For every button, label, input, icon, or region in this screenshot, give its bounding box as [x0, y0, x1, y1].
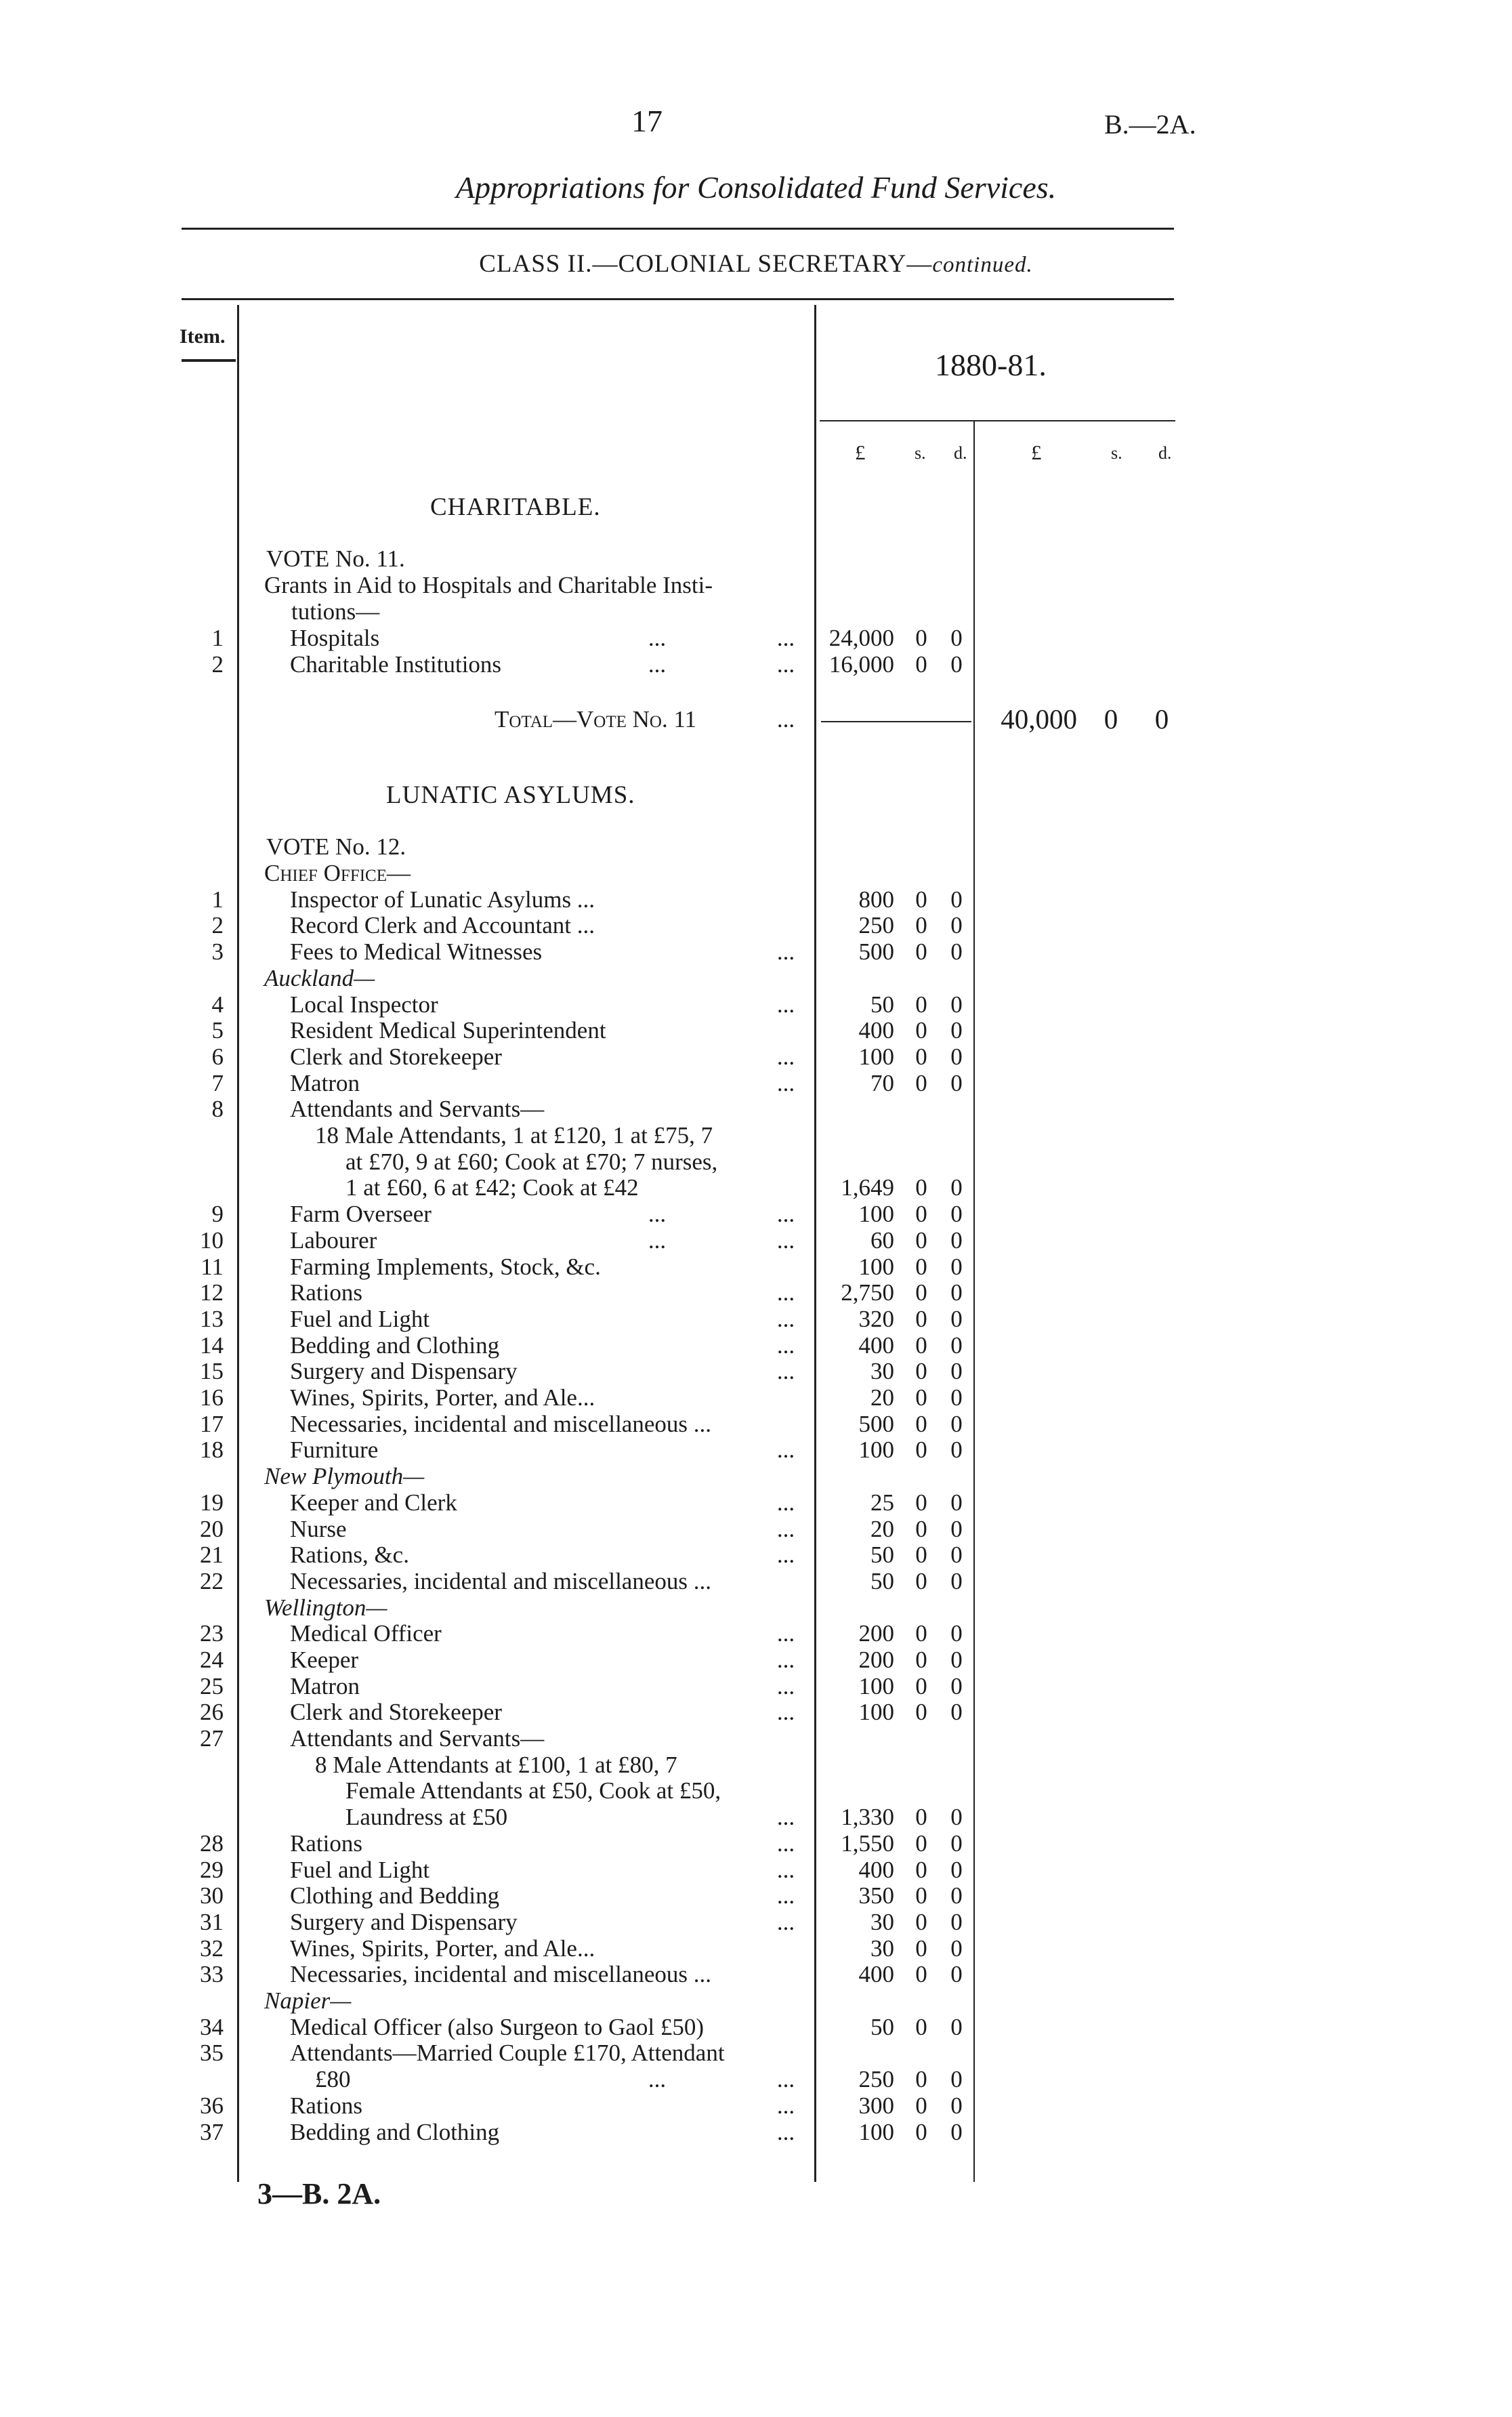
- table-row: 2 Record Clerk and Accountant ... 250 0 0: [211, 912, 963, 938]
- table-row: 27 Attendants and Servants—: [200, 1725, 545, 1752]
- table-row: 21 Rations, &c. ... 50 0 0: [200, 1542, 963, 1568]
- currency-pounds-detail: £: [855, 440, 866, 464]
- table-row: 36 Rations ... 300 0 0: [200, 2092, 963, 2119]
- currency-pounds-total: £: [1031, 440, 1042, 464]
- table-row: 31 Surgery and Dispensary ... 30 0 0: [200, 1909, 963, 1935]
- class-heading: [0, 249, 1512, 278]
- table-row: 33 Necessaries, incidental and miscellaneous ... 400 0 0: [200, 1961, 963, 1987]
- page-title: Appropriations for Consolidated Fund Services.: [455, 170, 1057, 205]
- total-rule: [821, 721, 971, 722]
- header-rule: [182, 298, 1174, 300]
- table-row: 37 Bedding and Clothing ... 100 0 0: [200, 2119, 963, 2145]
- table-row: 1 Hospitals ... ... 24,000 0 0: [211, 625, 963, 651]
- table-row: 10 Labourer ... ... 60 0 0: [200, 1227, 963, 1254]
- table-row: 8 Attendants and Servants—: [211, 1096, 545, 1122]
- table-row: 1 Inspector of Lunatic Asylums ... 800 0 0: [211, 886, 963, 913]
- year-underline: [820, 420, 1175, 421]
- table-row: 32 Wines, Spirits, Porter, and Ale... 30 0 0: [200, 1935, 963, 1962]
- table-row: 28 Rations ... 1,550 0 0: [200, 1830, 963, 1857]
- table-row: 7 Matron ... 70 0 0: [211, 1070, 963, 1096]
- document-reference: B.—2A.: [1104, 109, 1196, 140]
- table-row: 19 Keeper and Clerk ... 25 0 0: [200, 1489, 963, 1516]
- class-heading-continued: continued.: [932, 253, 1033, 277]
- table-row: 14 Bedding and Clothing ... 400 0 0: [200, 1332, 963, 1359]
- table-row: 3 Fees to Medical Witnesses ... 500 0 0: [211, 938, 963, 965]
- top-rule: [182, 228, 1174, 230]
- vote-11-description: Grants in Aid to Hospitals and Charitable Insti-: [264, 572, 713, 598]
- subheading: Napier—: [264, 1987, 352, 2014]
- table-row: 13 Fuel and Light ... 320 0 0: [200, 1306, 963, 1332]
- subheading: New Plymouth—: [264, 1463, 425, 1489]
- subheading: Chief Office—: [264, 860, 411, 886]
- table-row-continuation: £80 ... ... 250 0 0: [315, 2066, 963, 2092]
- vote-11-heading: VOTE No. 11.: [266, 545, 405, 572]
- table-row-continuation: 18 Male Attendants, 1 at £120, 1 at £75, 7: [315, 1122, 713, 1149]
- table-row: 20 Nurse ... 20 0 0: [200, 1516, 963, 1542]
- currency-shillings-total: s.: [1111, 443, 1122, 463]
- table-row-continuation: at £70, 9 at £60; Cook at £70; 7 nurses,: [345, 1149, 718, 1175]
- table-row: 24 Keeper ... 200 0 0: [200, 1647, 963, 1673]
- currency-pence-detail: d.: [954, 443, 967, 463]
- table-row: 11 Farming Implements, Stock, &c. 100 0 0: [201, 1254, 963, 1280]
- table-row: 17 Necessaries, incidental and miscellaneous ... 500 0 0: [200, 1411, 963, 1437]
- table-row-continuation: Female Attendants at £50, Cook at £50,: [345, 1777, 721, 1804]
- table-row: 9 Farm Overseer ... ... 100 0 0: [211, 1201, 963, 1227]
- table-row: 16 Wines, Spirits, Porter, and Ale... 20 0 0: [200, 1384, 963, 1411]
- table-row: 34 Medical Officer (also Surgeon to Gaol £50) 50 0 0: [200, 2014, 963, 2040]
- table-row: 12 Rations ... 2,750 0 0: [200, 1279, 963, 1306]
- vote-12-heading: VOTE No. 12.: [266, 833, 406, 860]
- section-lunatic-asylums: LUNATIC ASYLUMS.: [386, 781, 635, 809]
- currency-shillings-detail: s.: [915, 443, 926, 463]
- year-heading: 1880-81.: [935, 348, 1047, 382]
- subheading: Wellington—: [264, 1594, 387, 1621]
- table-row: 18 Furniture ... 100 0 0: [200, 1437, 963, 1463]
- table-row: 6 Clerk and Storekeeper ... 100 0 0: [211, 1044, 963, 1070]
- table-row-continuation: 1 at £60, 6 at £42; Cook at £42 1,649 0 0: [345, 1174, 963, 1201]
- vote-11-description-cont: tutions—: [291, 598, 380, 625]
- table-row: 4 Local Inspector ... 50 0 0: [211, 991, 963, 1018]
- page-number: 17: [631, 104, 663, 138]
- table-row: 35 Attendants—Married Couple £170, Attendant: [200, 2040, 725, 2066]
- page-footer: 3—B. 2A.: [257, 2177, 381, 2210]
- table-row: 29 Fuel and Light ... 400 0 0: [200, 1857, 963, 1883]
- subheading: Auckland—: [264, 965, 375, 991]
- table-row: 2 Charitable Institutions ... ... 16,000 0 0: [211, 651, 963, 678]
- table-row: 22 Necessaries, incidental and miscellaneous ... 50 0 0: [200, 1568, 963, 1594]
- item-column-heading: Item.: [180, 325, 226, 348]
- table-row: 15 Surgery and Dispensary ... 30 0 0: [200, 1358, 963, 1384]
- table-row-continuation: 8 Male Attendants at £100, 1 at £80, 7: [315, 1752, 677, 1778]
- table-row: 30 Clothing and Bedding ... 350 0 0: [200, 1882, 963, 1909]
- table-row: 5 Resident Medical Superintendent 400 0 0: [211, 1017, 963, 1044]
- currency-pence-total: d.: [1158, 443, 1172, 463]
- section-charitable: CHARITABLE.: [430, 493, 601, 521]
- table-row: 25 Matron ... 100 0 0: [200, 1673, 963, 1699]
- vote-11-total-row: Total—Vote No. 11 ... 40,000 0 0: [495, 703, 1169, 735]
- table-row: 23 Medical Officer ... 200 0 0: [200, 1620, 963, 1647]
- class-heading-main: CLASS II.—COLONIAL SECRETARY—: [479, 250, 933, 278]
- table-row-continuation: Laundress at £50 ... 1,330 0 0: [345, 1804, 963, 1830]
- table-row: 26 Clerk and Storekeeper ... 100 0 0: [200, 1699, 963, 1725]
- item-head-underline: [182, 359, 236, 362]
